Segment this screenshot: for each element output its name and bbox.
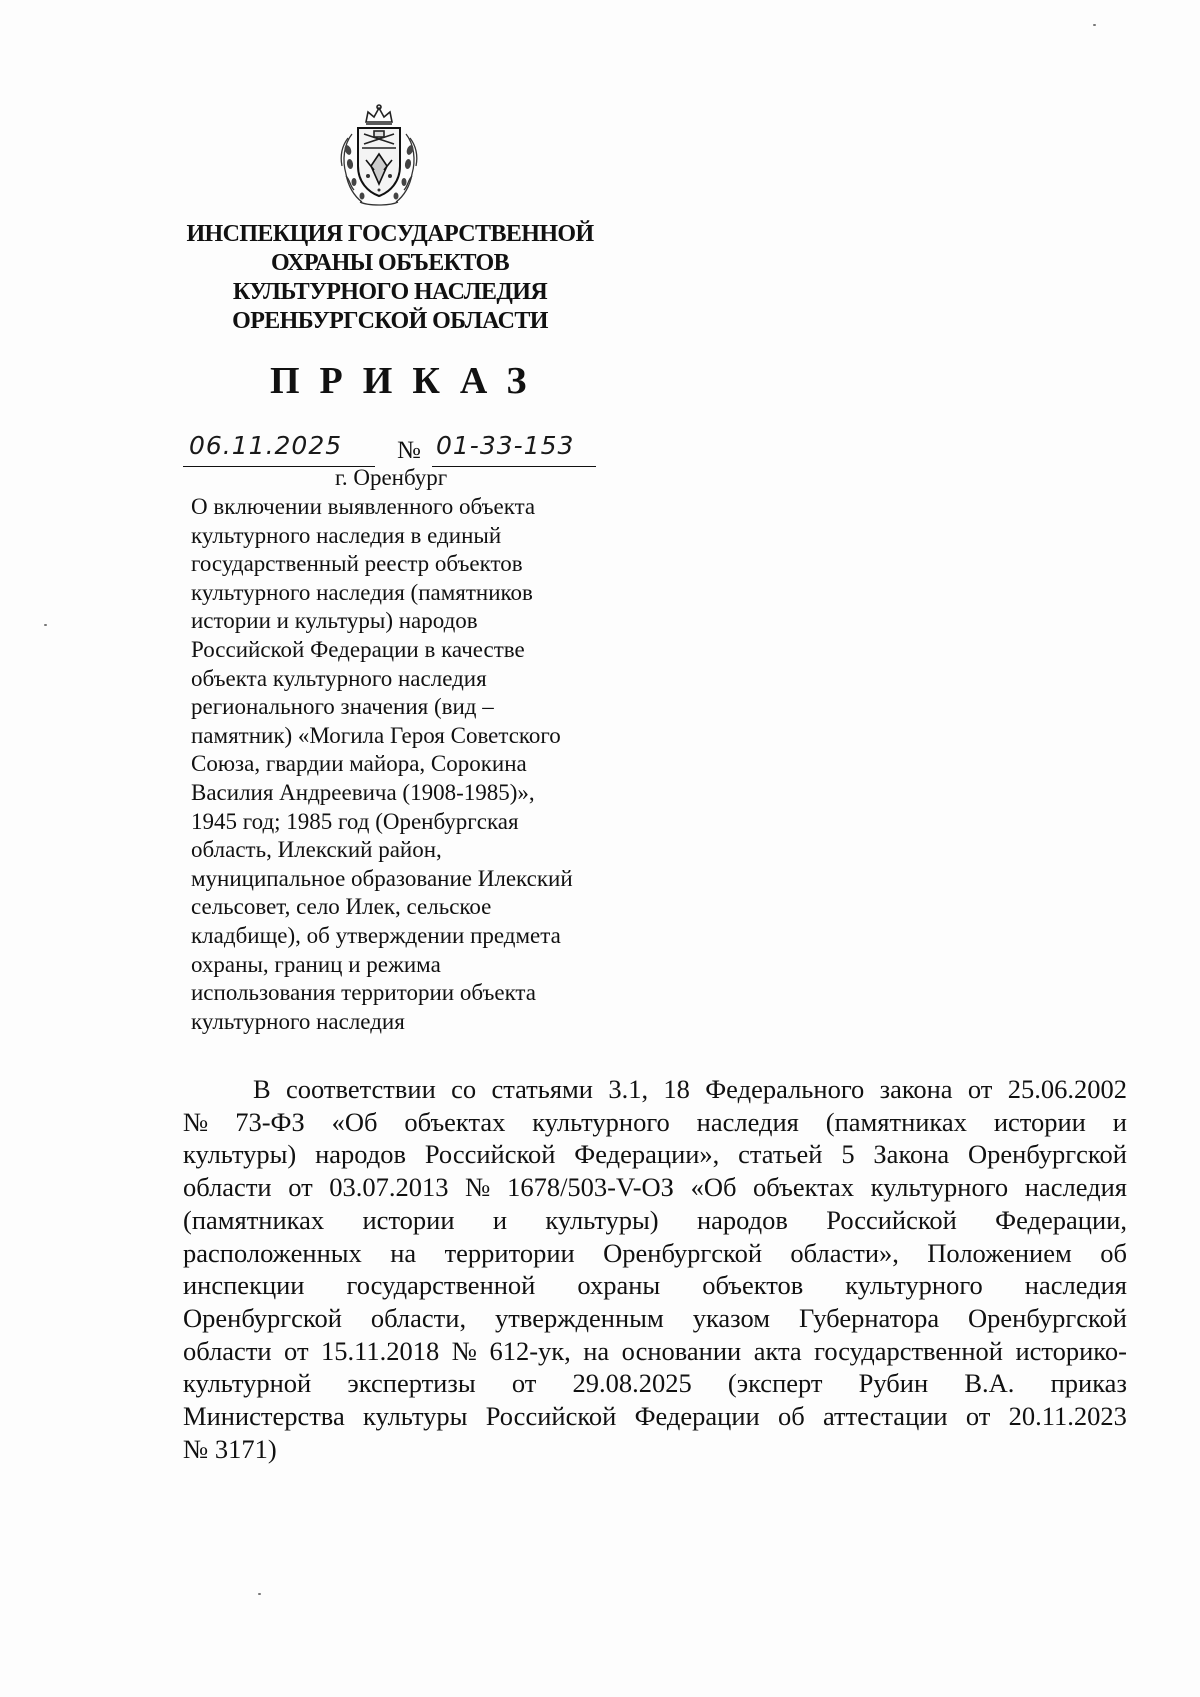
- org-line: ОХРАНЫ ОБЪЕКТОВ: [270, 250, 510, 276]
- paragraph-word: соответствии: [286, 1074, 436, 1104]
- city-name: г. Оренбург: [335, 465, 448, 490]
- paragraph-word: от: [965, 1401, 991, 1432]
- paragraph-word: охраны: [577, 1270, 661, 1301]
- subject-line: 1945 год; 1985 год (Оренбургская: [191, 808, 519, 834]
- handwritten-number: 01-33-153: [436, 431, 575, 460]
- paragraph-word: Положением: [927, 1237, 1072, 1268]
- paragraph-word: от: [284, 1335, 309, 1366]
- paragraph-word: от: [511, 1368, 537, 1399]
- org-line: КУЛЬТУРНОГО НАСЛЕДИЯ: [232, 279, 548, 305]
- subject-line: охраны, границ и режима: [191, 951, 441, 977]
- subject-line: Союза, гвардии майора, Сорокина: [191, 751, 527, 777]
- paragraph-word: Российской: [424, 1139, 556, 1170]
- subject-line: муниципальное образование Илекский: [191, 865, 573, 891]
- paragraph-word: наследия: [696, 1106, 799, 1137]
- paragraph-word: Федерации»,: [574, 1139, 720, 1170]
- paragraph-word: области»,: [790, 1237, 899, 1268]
- scan-speck: [1093, 24, 1096, 26]
- subject-line: объекта культурного наследия: [191, 665, 487, 691]
- paragraph-word: 15.11.2018: [320, 1335, 440, 1366]
- subject-line: сельсовет, село Илек, сельское: [191, 894, 492, 920]
- paragraph-word: от: [288, 1172, 313, 1203]
- paragraph-word: культурного: [532, 1106, 670, 1137]
- paragraph-word: Российской: [826, 1204, 957, 1235]
- paragraph-word: объектах: [753, 1172, 855, 1203]
- paragraph-word: статьями: [491, 1074, 593, 1104]
- paragraph-word: №: [465, 1172, 491, 1203]
- paragraph-word: об: [1100, 1237, 1127, 1268]
- paragraph-word: от: [967, 1074, 993, 1104]
- paragraph-line: [183, 1335, 1127, 1368]
- paragraph-line: [183, 1269, 1127, 1302]
- subject-line: область, Илекский район,: [191, 837, 442, 863]
- paragraph-word: 20.11.2023: [1008, 1401, 1127, 1432]
- paragraph-word: 612-ук,: [489, 1335, 571, 1366]
- paragraph-word: культурного: [845, 1270, 983, 1301]
- paragraph-word: государственной: [814, 1335, 1003, 1366]
- paragraph-word: 18: [663, 1074, 690, 1104]
- paragraph-word: экспертизы: [347, 1368, 476, 1399]
- subject-line: культурного наследия (памятников: [191, 579, 533, 605]
- paragraph-word: акта: [753, 1335, 802, 1366]
- document-type-title: ПРИКАЗ: [270, 360, 547, 402]
- paragraph-word: В: [253, 1074, 271, 1104]
- paragraph-word: 03.07.2013: [329, 1172, 449, 1203]
- paragraph-word: приказ: [1050, 1368, 1127, 1399]
- paragraph-word: «Об: [690, 1172, 737, 1203]
- paragraph-word: Министерства: [183, 1401, 345, 1432]
- paragraph-line: [183, 1073, 1127, 1106]
- subject-line: использования территории объекта: [191, 980, 536, 1006]
- paragraph-word: 25.06.2002: [1007, 1074, 1127, 1104]
- paragraph-word: государственной: [346, 1270, 536, 1301]
- subject-line: регионального значения (вид –: [191, 694, 494, 720]
- paragraph-line: [183, 1106, 1127, 1139]
- scan-speck: [258, 1593, 261, 1595]
- subject-line: культурного наследия: [191, 1008, 405, 1034]
- paragraph-word: (памятниках: [183, 1204, 325, 1235]
- paragraph-word: указом: [692, 1302, 771, 1333]
- paragraph-word: Федерального: [705, 1074, 865, 1104]
- paragraph-word: культурной: [183, 1368, 312, 1399]
- paragraph-word: историко-: [1015, 1335, 1127, 1366]
- paragraph-word: и: [1112, 1106, 1127, 1137]
- paragraph-word: Закона: [873, 1139, 950, 1170]
- paragraph-word: № 3171): [183, 1433, 277, 1464]
- paragraph-word: области,: [370, 1302, 467, 1333]
- subject-line: Василия Андреевича (1908-1985)»,: [191, 779, 535, 805]
- paragraph-line: [183, 1138, 1127, 1171]
- paragraph-word: «Об: [331, 1106, 378, 1137]
- coat-of-arms-emblem: [338, 104, 420, 208]
- subject-line: Российской Федерации в качестве: [191, 636, 525, 662]
- paragraph-word: 29.08.2025: [572, 1368, 692, 1399]
- paragraph-word: аттестации: [822, 1401, 948, 1432]
- paragraph-word: наследия: [1024, 1270, 1127, 1301]
- paragraph-word: на: [583, 1335, 610, 1366]
- paragraph-word: статьей: [738, 1139, 823, 1170]
- paragraph-word: Федерации,: [995, 1204, 1127, 1235]
- paragraph-word: Российской: [485, 1401, 617, 1432]
- paragraph-word: №: [183, 1106, 209, 1137]
- paragraph-word: народов: [315, 1139, 407, 1170]
- paragraph-word: территории: [444, 1237, 575, 1268]
- paragraph-word: со: [451, 1074, 477, 1104]
- paragraph-word: (памятниках: [825, 1106, 967, 1137]
- paragraph-word: Оренбургской: [603, 1237, 763, 1268]
- paragraph-word: инспекции: [183, 1270, 305, 1301]
- subject-line: культурного наследия в единый: [191, 522, 502, 548]
- paragraph-word: на: [390, 1237, 417, 1268]
- paragraph-word: объектов: [702, 1270, 804, 1301]
- paragraph-word: Губернатора: [798, 1302, 940, 1333]
- paragraph-word: культуры): [545, 1204, 659, 1235]
- paragraph-word: об: [777, 1401, 805, 1432]
- paragraph-word: расположенных: [183, 1237, 362, 1268]
- number-label: №: [397, 437, 421, 464]
- paragraph-word: (эксперт: [727, 1368, 823, 1399]
- paragraph-word: народов: [696, 1204, 788, 1235]
- paragraph-word: Оренбургской: [968, 1302, 1127, 1333]
- paragraph-word: основании: [621, 1335, 742, 1366]
- paragraph-word: Рубин: [858, 1368, 929, 1399]
- order-subject: [191, 493, 611, 1036]
- subject-line: государственный реестр объектов: [191, 551, 523, 577]
- paragraph-word: 5: [841, 1139, 855, 1170]
- paragraph-word: истории: [362, 1204, 455, 1235]
- paragraph-word: объектах: [404, 1106, 506, 1137]
- subject-line: О включении выявленного объекта: [191, 494, 536, 519]
- paragraph-word: истории: [993, 1106, 1086, 1137]
- order-preamble-paragraph: [183, 1073, 1127, 1465]
- subject-line: кладбище), об утверждении предмета: [191, 922, 561, 948]
- paragraph-word: культуры): [183, 1139, 297, 1170]
- paragraph-word: №: [451, 1335, 478, 1366]
- paragraph-word: культуры: [363, 1401, 468, 1432]
- subject-line: памятник) «Могила Героя Советского: [191, 722, 561, 748]
- paragraph-word: 1678/503-V-ОЗ: [507, 1172, 674, 1203]
- paragraph-word: области: [183, 1172, 272, 1203]
- paragraph-word: Оренбургской: [183, 1302, 342, 1333]
- paragraph-line: [183, 1433, 1127, 1466]
- paragraph-word: культурного: [870, 1172, 1009, 1203]
- org-line: ОРЕНБУРГСКОЙ ОБЛАСТИ: [232, 308, 548, 334]
- scan-speck: [44, 624, 47, 626]
- paragraph-line: [183, 1237, 1127, 1270]
- paragraph-word: и: [492, 1204, 508, 1235]
- paragraph-line: [183, 1204, 1127, 1237]
- organization-name: [180, 220, 600, 336]
- paragraph-word: Федерации: [634, 1401, 760, 1432]
- paragraph-line: [183, 1400, 1127, 1433]
- paragraph-word: В.А.: [964, 1368, 1015, 1399]
- paragraph-word: утвержденным: [495, 1302, 664, 1333]
- paragraph-word: наследия: [1024, 1172, 1127, 1203]
- paragraph-word: Оренбургской: [968, 1139, 1127, 1170]
- paragraph-line: [183, 1302, 1127, 1335]
- handwritten-date: 06.11.2025: [189, 431, 343, 460]
- paragraph-word: закона: [879, 1074, 953, 1104]
- paragraph-word: 3.1,: [608, 1074, 649, 1104]
- subject-line: истории и культуры) народов: [191, 608, 478, 634]
- org-line: ИНСПЕКЦИЯ ГОСУДАРСТВЕННОЙ: [186, 221, 594, 247]
- paragraph-line: [183, 1171, 1127, 1204]
- paragraph-line: [183, 1367, 1127, 1400]
- paragraph-word: 73-ФЗ: [235, 1106, 305, 1137]
- paragraph-word: области: [183, 1335, 272, 1366]
